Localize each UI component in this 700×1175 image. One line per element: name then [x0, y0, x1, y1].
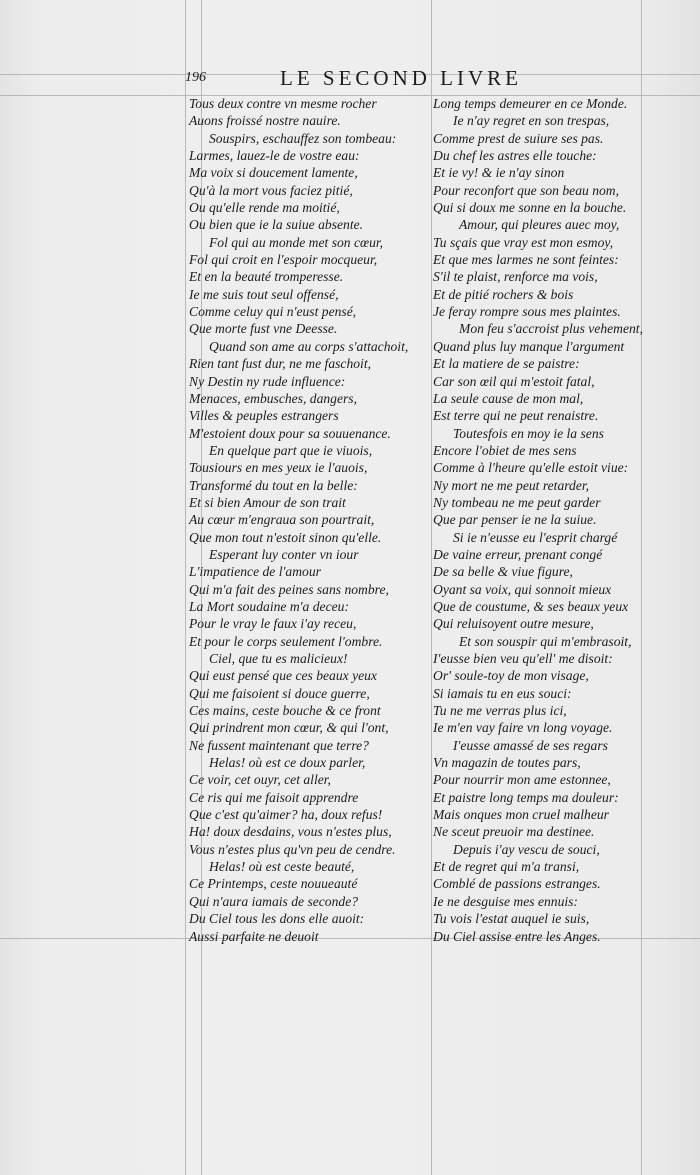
verse-line: Qui n'aura iamais de seconde? [189, 893, 359, 909]
verse-line: Oyant sa voix, qui sonnoit mieux [433, 581, 612, 597]
verse-line: Est terre qui ne peut renaistre. [433, 408, 599, 424]
verse-line: Du chef les astres elle touche: [433, 148, 597, 164]
verse-line: Long temps demeurer en ce Monde. [433, 96, 628, 111]
ruling-line [431, 0, 432, 1175]
verse-line: Tu ne me verras plus ici, [433, 703, 567, 719]
verse-line: La seule cause de mon mal, [433, 390, 584, 406]
verse-line: Et de pitié rochers & bois [433, 286, 574, 302]
verse-line: En quelque part que ie viuois, [209, 442, 373, 458]
verse-line: Et ie vy! & ie n'ay sinon [433, 165, 565, 181]
verse-line: Ny tombeau ne me peut garder [433, 494, 601, 510]
verse-line: Je feray rompre sous mes plaintes. [433, 304, 621, 320]
verse-line: Pour nourrir mon ame estonnee, [433, 772, 611, 788]
verse-line: Transformé du tout en la belle: [189, 477, 358, 493]
verse-line: S'il te plaist, renforce ma vois, [433, 269, 598, 285]
verse-line: Et en la beauté tromperesse. [189, 269, 344, 285]
verse-line: Ma voix si doucement lamente, [189, 165, 358, 181]
verse-line: Encore l'obiet de mes sens [433, 442, 577, 458]
verse-line: Vous n'estes plus qu'vn peu de cendre. [189, 841, 396, 857]
verse-line: Ce Printemps, ceste nouueauté [189, 876, 358, 892]
verse-line: Que de coustume, & ses beaux yeux [433, 598, 629, 614]
verse-line: Qui si doux me sonne en la bouche. [433, 200, 627, 216]
verse-line: Comme à l'heure qu'elle estoit viue: [433, 460, 629, 476]
verse-line: Et que mes larmes ne sont feintes: [433, 252, 619, 268]
verse-line: Toutesfois en moy ie la sens [453, 425, 604, 441]
verse-line: Ie m'en vay faire vn long voyage. [433, 720, 613, 736]
verse-line: Qui m'a fait des peines sans nombre, [189, 581, 389, 597]
verse-line: De sa belle & viue figure, [433, 564, 573, 580]
verse-line: Tu sçais que vray est mon esmoy, [433, 234, 614, 250]
verse-line: M'estoient doux pour sa souuenance. [189, 425, 391, 441]
right-verse-column [433, 95, 648, 945]
verse-line: Pour reconfort que son beau nom, [433, 182, 620, 198]
verse-line: I'eusse amassé de ses regars [453, 737, 608, 753]
verse-line: Ie n'ay regret en son trespas, [453, 113, 610, 129]
verse-line: Tous deux contre vn mesme rocher [189, 96, 377, 111]
verse-line: Comme celuy qui n'eust pensé, [189, 304, 357, 320]
verse-line: Fol qui croit en l'espoir mocqueur, [189, 252, 378, 268]
verse-line: Ciel, que tu es malicieux! [209, 651, 348, 666]
verse-line: Larmes, lauez-le de vostre eau: [189, 148, 360, 164]
running-title: LE SECOND LIVRE [280, 66, 522, 90]
verse-line: Du Ciel tous les dons elle auoit: [189, 911, 365, 927]
ruling-line [185, 0, 186, 1175]
verse-line: Que morte fust vne Deesse. [189, 321, 338, 337]
verse-line: Quand son ame au corps s'attachoit, [209, 338, 409, 354]
verse-line: Souspirs, eschauffez son tombeau: [209, 130, 397, 146]
verse-line: Qui eust pensé que ces beaux yeux [189, 668, 377, 684]
verse-line: Helas! où est ceste beauté, [209, 859, 355, 875]
verse-line: Tu vois l'estat auquel ie suis, [433, 911, 590, 927]
verse-line: Au cœur m'engraua son pourtrait, [189, 512, 375, 528]
verse-line: Car son œil qui m'estoit fatal, [433, 373, 595, 389]
verse-line: Et la matiere de se paistre: [433, 356, 580, 372]
verse-line: Ce ris qui me faisoit apprendre [189, 789, 359, 805]
verse-line: Qui reluisoyent outre mesure, [433, 616, 594, 632]
verse-line: Amour, qui pleures auec moy, [459, 217, 620, 233]
verse-line: Depuis i'ay vescu de souci, [453, 841, 600, 857]
verse-line: De vaine erreur, prenant congé [433, 546, 603, 562]
verse-line: Ne sceut preuoir ma destinee. [433, 824, 595, 840]
verse-line: Ie me suis tout seul offensé, [189, 286, 339, 302]
verse-line: I'eusse bien veu qu'ell' me disoit: [433, 651, 613, 666]
verse-line: Si iamais tu en eus souci: [433, 685, 572, 701]
verse-line: L'impatience de l'amour [189, 564, 321, 580]
page-number: 196 [185, 70, 206, 85]
verse-line: Quand plus luy manque l'argument [433, 338, 625, 354]
verse-line: Vn magazin de toutes pars, [433, 755, 581, 771]
verse-line: Ou bien que ie la suiue absente. [189, 217, 364, 233]
verse-line: Ces mains, ceste bouche & ce front [189, 703, 381, 719]
verse-line: Comme prest de suiure ses pas. [433, 130, 604, 146]
verse-line: Et paistre long temps ma douleur: [433, 789, 619, 805]
verse-line: Ny mort ne me peut retarder, [433, 477, 590, 493]
verse-line: Si ie n'eusse eu l'esprit chargé [453, 529, 618, 545]
verse-line: Menaces, embusches, dangers, [189, 390, 357, 406]
verse-line: Ne fussent maintenant que terre? [189, 737, 369, 753]
verse-line: Qui prindrent mon cœur, & qui l'ont, [189, 720, 389, 736]
verse-line: Mais onques mon cruel malheur [433, 807, 609, 823]
verse-line: Tousiours en mes yeux ie l'auois, [189, 460, 368, 476]
verse-line: La Mort soudaine m'a deceu: [189, 598, 349, 614]
verse-line: Et de regret qui m'a transi, [433, 859, 580, 875]
verse-line: Or' soule-toy de mon visage, [433, 668, 589, 684]
verse-line: Ny Destin ny rude influence: [189, 373, 346, 389]
verse-line: Ie ne desguise mes ennuis: [433, 893, 578, 909]
verse-line: Helas! où est ce doux parler, [209, 755, 366, 771]
verse-line: Villes & peuples estrangers [189, 408, 339, 424]
left-verse-column [189, 95, 429, 945]
verse-line: Ha! doux desdains, vous n'estes plus, [189, 824, 392, 840]
verse-line: Et si bien Amour de son trait [189, 494, 346, 510]
verse-line: Ce voir, cet ouyr, cet aller, [189, 772, 331, 788]
verse-line: Que mon tout n'estoit sinon qu'elle. [189, 529, 382, 545]
verse-line: Mon feu s'accroist plus vehement, [459, 321, 643, 337]
verse-line: Que c'est qu'aimer? ha, doux refus! [189, 807, 383, 823]
verse-line: Comblé de passions estranges. [433, 876, 601, 892]
verse-line: Qui me faisoient si douce guerre, [189, 685, 370, 701]
verse-line: Esperant luy conter vn iour [209, 546, 359, 562]
verse-line: Que par penser ie ne la suiue. [433, 512, 597, 528]
page-header [185, 66, 627, 96]
verse-line: Aussi parfaite ne deuoit [189, 928, 319, 944]
verse-line: Du Ciel assise entre les Anges. [433, 928, 601, 944]
verse-line: Auons froissé nostre nauire. [189, 113, 341, 129]
verse-line: Ou qu'elle rende ma moitié, [189, 200, 340, 216]
verse-line: Fol qui au monde met son cœur, [209, 234, 384, 250]
verse-line: Qu'à la mort vous faciez pitié, [189, 182, 353, 198]
verse-line: Pour le vray le faux i'ay receu, [189, 616, 357, 632]
verse-line: Et pour le corps seulement l'ombre. [189, 633, 383, 649]
verse-line: Rien tant fust dur, ne me faschoit, [189, 356, 371, 372]
verse-line: Et son souspir qui m'embrasoit, [459, 633, 632, 649]
